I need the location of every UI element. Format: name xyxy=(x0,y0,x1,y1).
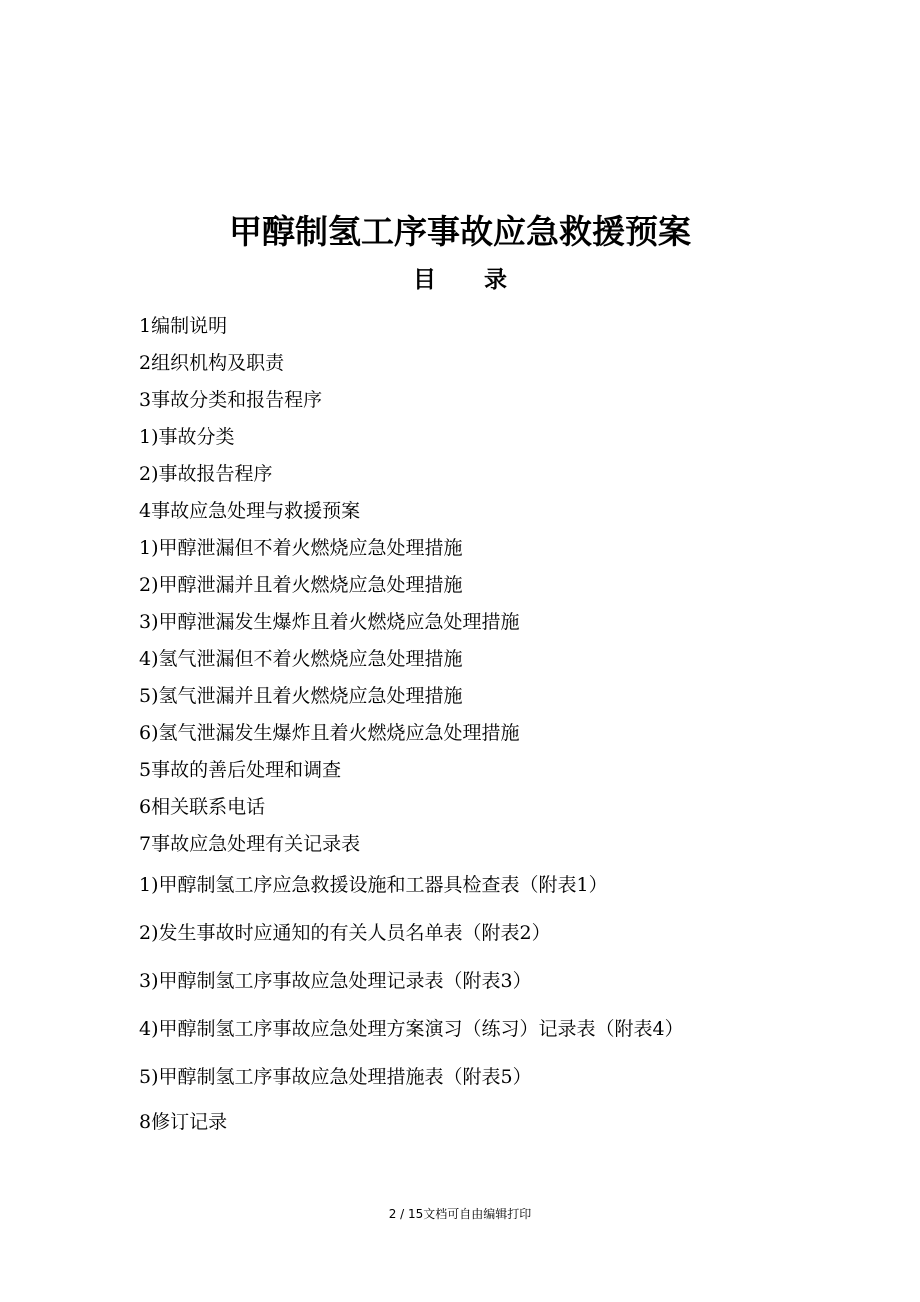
toc-item[interactable]: 2)甲醇泄漏并且着火燃烧应急处理措施 xyxy=(139,574,463,596)
toc-item[interactable]: 4)氢气泄漏但不着火燃烧应急处理措施 xyxy=(139,648,463,670)
toc-item[interactable]: 1编制说明 xyxy=(139,315,228,337)
page-title: 甲醇制氢工序事故应急救援预案 xyxy=(229,212,691,251)
toc-item[interactable]: 8修订记录 xyxy=(139,1111,228,1133)
toc-item[interactable]: 7事故应急处理有关记录表 xyxy=(139,833,361,855)
toc-item[interactable]: 1)甲醇制氢工序应急救援设施和工器具检查表（附表1） xyxy=(139,874,608,896)
toc-item[interactable]: 6)氢气泄漏发生爆炸且着火燃烧应急处理措施 xyxy=(139,722,520,744)
toc-item[interactable]: 1)甲醇泄漏但不着火燃烧应急处理措施 xyxy=(139,537,463,559)
toc-item[interactable]: 2)发生事故时应通知的有关人员名单表（附表2） xyxy=(139,922,551,944)
toc-item[interactable]: 5)氢气泄漏并且着火燃烧应急处理措施 xyxy=(139,685,463,707)
toc-heading: 目录 xyxy=(413,267,555,293)
toc-item[interactable]: 3事故分类和报告程序 xyxy=(139,389,323,411)
toc-item[interactable]: 1)事故分类 xyxy=(139,426,235,448)
toc-item[interactable]: 3)甲醇制氢工序事故应急处理记录表（附表3） xyxy=(139,970,532,992)
toc-item[interactable]: 2组织机构及职责 xyxy=(139,352,285,374)
toc-item[interactable]: 6相关联系电话 xyxy=(139,796,266,818)
toc-item[interactable]: 4)甲醇制氢工序事故应急处理方案演习（练习）记录表（附表4） xyxy=(139,1018,684,1040)
toc-item[interactable]: 5)甲醇制氢工序事故应急处理措施表（附表5） xyxy=(139,1066,532,1088)
toc-item[interactable]: 4事故应急处理与救援预案 xyxy=(139,500,361,522)
toc-item[interactable]: 2)事故报告程序 xyxy=(139,463,273,485)
page-footer: 2 / 15文档可自由编辑打印 xyxy=(388,1207,532,1221)
toc-item[interactable]: 3)甲醇泄漏发生爆炸且着火燃烧应急处理措施 xyxy=(139,611,520,633)
toc-item[interactable]: 5事故的善后处理和调查 xyxy=(139,759,342,781)
